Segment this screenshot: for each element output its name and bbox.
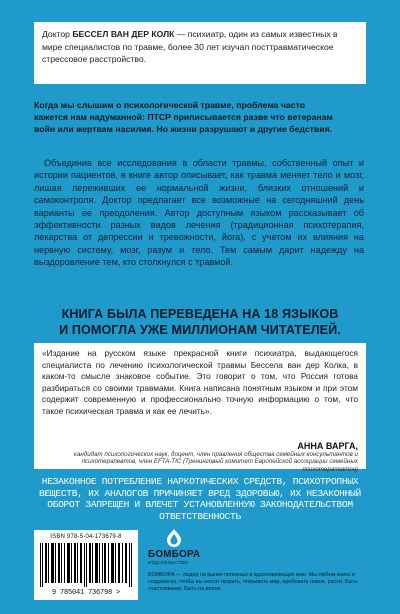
- review-quote-box: [34, 343, 366, 473]
- lead-paragraph: [34, 99, 334, 136]
- description-paragraph: Объединив все исследования в области травмы, собственный опыт и истории пациентов, в книге автор описывает, как травма меняет тело и мозг, лишая переживших ее нормальной жизни, близких отношений и самоконтроля. Доктор предлагает все возможные на сегодняшний день варианты ее преодоления. Автор доступным языком рассказывает об эффективности разных видов лечения (традиционная психотерапия, лекарства от депрессии и тревожности, йога), с учетом их влияния на нервную систему, мозг, разум и тело. Тем самым дарит надежду на выздоровление тем, кто столкнулся с травмой.: [34, 158, 364, 268]
- publisher-description: БОМБОРА — лидер на рынке полезных и вдохновляющих книг. Мы любим книги и создаем их, чтобы вы могли творить, открывать мир, пробовать новое, расти. Быть счастливыми. Быть на волне.: [148, 572, 358, 593]
- translation-headline: [34, 306, 366, 338]
- publisher-name: БОМБОРА: [148, 549, 201, 560]
- publisher-logo: [148, 528, 208, 568]
- review-author-credentials: кандидат психологических наук, доцент, член правления общества семейных консультантов и психотерапевтов, член EFTA-TIC (Тренинговый комитет Европейской ассоциации семейных психотерапевтов): [74, 451, 358, 473]
- bombora-logo-icon: [164, 528, 184, 548]
- barcode-icon: [40, 543, 132, 587]
- review-author: АННА ВАРГА,: [297, 441, 358, 451]
- author-bio-text: — психиатр, один из самых известных в мире специалистов по травме, более 30 лет изучал посттравматическое стрессовое расстройство.: [42, 29, 338, 64]
- publisher-subtitle: ИЗДАТЕЛЬСТВО: [148, 560, 189, 565]
- isbn-label: ISBN 978-5-04-173679-8: [50, 534, 122, 540]
- lead-text: Когда мы слышим о психологической травме, проблема часто кажется нам надуманной: ПТСР приписывается разве что ветеранам войн или жертвам насилия. Но жизни разрушают и другие бедствия.: [34, 100, 333, 135]
- author-bio-prefix: Доктор: [42, 29, 73, 39]
- headline-line-1: КНИГА БЫЛА ПЕРЕВЕДЕНА НА 18 ЯЗЫКОВ: [61, 307, 339, 321]
- author-bio-box: [34, 22, 366, 84]
- barcode-box: [34, 530, 138, 600]
- legal-warning: НЕЗАКОННОЕ ПОТРЕБЛЕНИЕ НАРКОТИЧЕСКИХ СРЕДСТВ, ПСИХОТРОПНЫХ ВЕЩЕСТВ, ИХ АНАЛОГОВ ПРИЧИНЯЕТ ВРЕД ЗДОРОВЬЮ, ИХ НЕЗАКОННЫЙ ОБОРОТ ЗАПРЕЩЕН И ВЛЕЧЕТ УСТАНОВЛЕННУЮ ЗАКОНОДАТЕЛЬСТВОМ ОТВЕТСТВЕННОСТЬ: [39, 476, 361, 522]
- review-quote-text: «Издание на русском языке прекрасной книги психиатра, выдающегося специалиста по лечению психологической травмы Бессела ван дер Колка, в каком-то смысле знаковое событие. Это говорит о том, что Россия готова разбираться со своими травмами. Книга написана понятным языком и при этом содержит современную и профессионально точную информацию о том, что такое психическая травма и как ее лечить».: [42, 348, 358, 416]
- barcode-digits: 9 785041 736798 >: [51, 589, 120, 597]
- headline-line-2: И ПОМОГЛА УЖЕ МИЛЛИОНАМ ЧИТАТЕЛЕЙ.: [59, 323, 341, 337]
- author-name: БЕССЕЛ ВАН ДЕР КОЛК: [72, 29, 175, 39]
